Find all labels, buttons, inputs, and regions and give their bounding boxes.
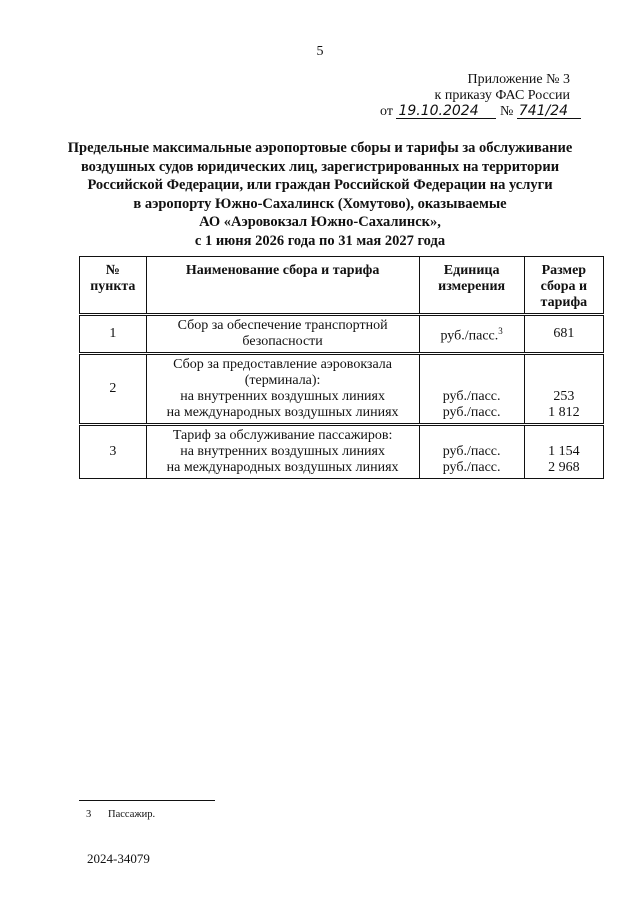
row-num: 2 bbox=[80, 354, 147, 425]
handwritten-number: 741/24 bbox=[517, 105, 581, 119]
row-unit: руб./пасс.$^3$ bbox=[419, 315, 524, 354]
row-value: 681 bbox=[524, 315, 603, 354]
title-line: с 1 июня 2026 года по 31 мая 2027 года bbox=[194, 232, 446, 249]
page-number: 5 bbox=[316, 44, 324, 59]
footnote-text: Пассажир. bbox=[108, 809, 156, 820]
row-num: 1 bbox=[80, 315, 147, 354]
title-line: Российской Федерации, или граждан Российской Федерации на услуги bbox=[87, 177, 553, 193]
date-prefix: от bbox=[380, 104, 393, 119]
handwritten-date: 19.10.2024 bbox=[396, 105, 496, 119]
document-title bbox=[60, 139, 580, 250]
document-number: 2024-34079 bbox=[87, 851, 150, 866]
table-row bbox=[80, 315, 604, 354]
title-line: АО «Аэровокзал Южно-Сахалинск», bbox=[199, 214, 441, 230]
row-value: 1 154 2 968 bbox=[524, 425, 603, 479]
row-value: 253 1 812 bbox=[524, 354, 603, 425]
table-row bbox=[80, 354, 604, 425]
row-num: 3 bbox=[80, 425, 147, 479]
footnote-ref: 3 bbox=[498, 326, 503, 337]
appendix-header bbox=[380, 72, 600, 120]
appendix-date-number bbox=[380, 104, 600, 120]
header-size: Размер сбора и тарифа bbox=[524, 257, 603, 315]
appendix-title: Приложение № 3 bbox=[467, 72, 570, 87]
table-header-row bbox=[80, 257, 604, 315]
row-unit: руб./пасс. руб./пасс. bbox=[419, 354, 524, 425]
header-num: № пункта bbox=[80, 257, 147, 315]
title-line: в аэропорту Южно-Сахалинск (Хомутово), оказываемые bbox=[133, 195, 507, 212]
footnote-number: 3 bbox=[86, 809, 92, 820]
number-prefix: № bbox=[499, 104, 514, 119]
footnote-divider bbox=[79, 800, 215, 801]
header-unit: Единица измерения bbox=[419, 257, 524, 315]
tariff-table bbox=[79, 256, 604, 479]
appendix-order-ref: к приказу ФАС России bbox=[434, 88, 570, 103]
row-name: Тариф за обслуживание пассажиров: на внутренних воздушных линиях на международных воздушных линиях bbox=[146, 425, 419, 479]
title-line: воздушных судов юридических лиц, зарегистрированных на территории bbox=[80, 158, 560, 175]
footnote bbox=[86, 809, 155, 820]
row-name: Сбор за обеспечение транспортной безопасности bbox=[146, 315, 419, 354]
header-name: Наименование сбора и тарифа bbox=[146, 257, 419, 315]
row-name: Сбор за предоставление аэровокзала (терминала): на внутренних воздушных линиях на международных воздушных линиях bbox=[146, 354, 419, 425]
table-row bbox=[80, 425, 604, 479]
title-line: Предельные максимальные аэропортовые сборы и тарифы за обслуживание bbox=[67, 140, 573, 156]
row-unit: руб./пасс. руб./пасс. bbox=[419, 425, 524, 479]
